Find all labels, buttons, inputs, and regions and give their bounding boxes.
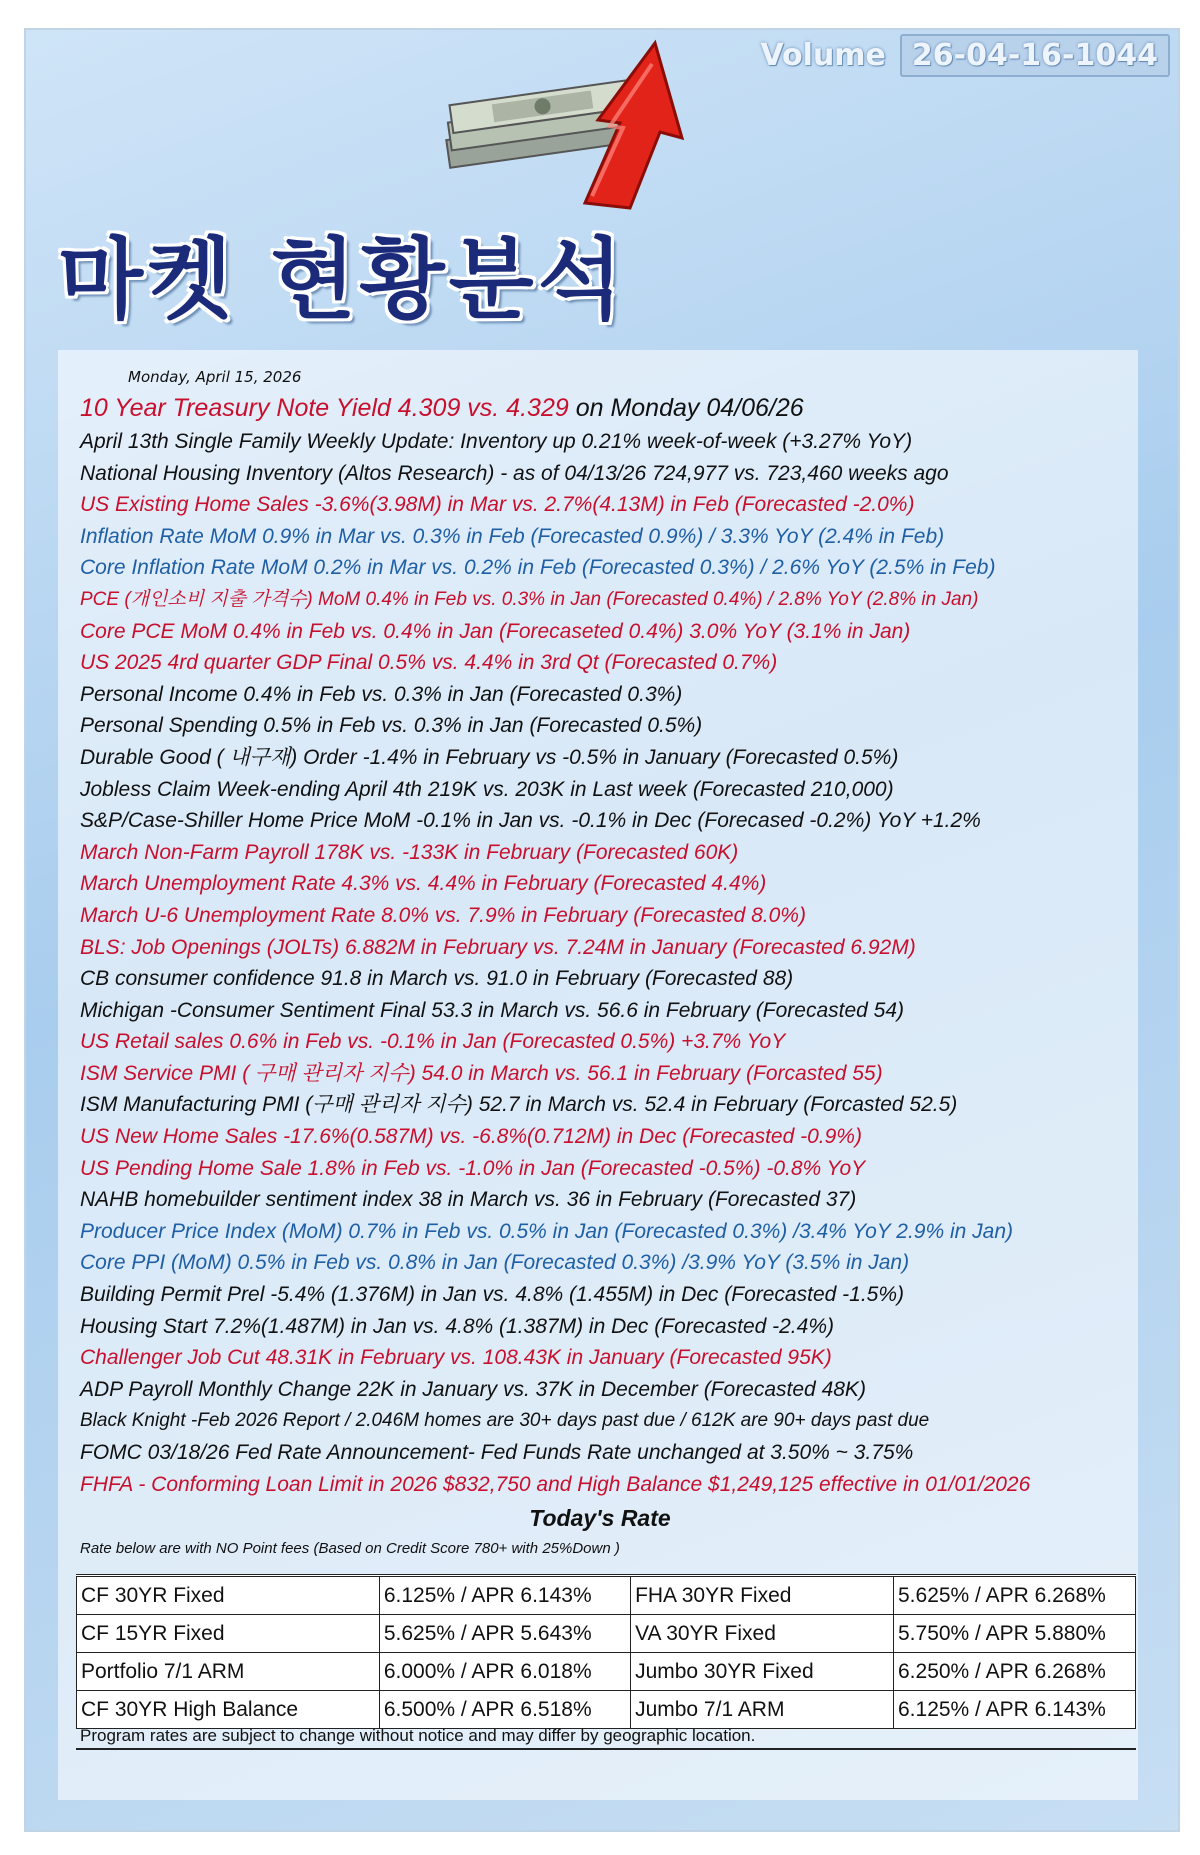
- indicator-text: FHFA - Conforming Loan Limit in 2026 $832,750 and High Balance $1,249,125 effective in 01/01/2026: [80, 1472, 1031, 1496]
- indicator-line: [80, 1026, 1160, 1058]
- rate-row: [77, 1653, 1136, 1691]
- indicator-line: [80, 647, 1160, 679]
- indicator-text: US 2025 4rd quarter GDP Final 0.5% vs. 4.4% in 3rd Qt (Forecasted 0.7%): [80, 651, 778, 675]
- indicator-line: [80, 679, 1160, 711]
- indicator-line: [80, 837, 1160, 869]
- indicator-line: [80, 1121, 1160, 1153]
- indicator-text: National Housing Inventory (Altos Research) - as of 04/13/26 724,977 vs. 723,460 weeks ago: [80, 461, 949, 485]
- indicator-line: [80, 1153, 1160, 1185]
- rate-value: 6.000% / APR 6.018%: [379, 1653, 630, 1691]
- indicator-text: S&P/Case-Shiller Home Price MoM -0.1% in Jan vs. -0.1% in Dec (Forecased -0.2%) YoY +1.2%: [80, 809, 981, 833]
- rate-row: [77, 1691, 1136, 1729]
- rate-row: [77, 1615, 1136, 1653]
- indicator-tail: on Monday 04/06/26: [568, 394, 804, 422]
- indicator-line: [80, 963, 1160, 995]
- indicator-line: [80, 1058, 1160, 1090]
- program-name: Portfolio 7/1 ARM: [77, 1653, 380, 1691]
- indicator-line: [80, 1437, 1160, 1469]
- program-name: CF 30YR Fixed: [77, 1576, 380, 1615]
- rate-value: 6.250% / APR 6.268%: [894, 1653, 1136, 1691]
- rate-row: [77, 1576, 1136, 1615]
- indicator-text: ISM Manufacturing PMI (구매 관리자 지수) 52.7 in March vs. 52.4 in February (Forcasted 52.5): [80, 1093, 958, 1117]
- rate-value: 5.750% / APR 5.880%: [894, 1615, 1136, 1653]
- indicator-text: April 13th Single Family Weekly Update: Inventory up 0.21% week-of-week (+3.27% YoY): [80, 430, 913, 453]
- indicator-line: [80, 584, 1160, 616]
- indicator-line: [80, 1374, 1160, 1406]
- indicator-line: [80, 868, 1160, 900]
- indicator-line: [80, 805, 1160, 837]
- money-stack-with-up-arrow-icon: [420, 28, 720, 228]
- indicator-text: March U-6 Unemployment Rate 8.0% vs. 7.9% in February (Forecasted 8.0%): [80, 903, 806, 927]
- indicator-text: Core PCE MoM 0.4% in Feb vs. 0.4% in Jan (Forecaseted 0.4%) 3.0% YoY (3.1% in Jan): [80, 619, 911, 643]
- indicator-text: Black Knight -Feb 2026 Report / 2.046M homes are 30+ days past due / 612K are 90+ days past due: [80, 1410, 930, 1432]
- indicator-text: Housing Start 7.2%(1.487M) in Jan vs. 4.8% (1.387M) in Dec (Forecasted -2.4%): [80, 1314, 834, 1338]
- indicator-line: [80, 390, 1160, 426]
- indicator-text: 10 Year Treasury Note Yield 4.309 vs. 4.329: [80, 394, 569, 422]
- program-name: CF 30YR High Balance: [77, 1691, 380, 1729]
- indicator-line: [80, 742, 1160, 774]
- bottom-rule: [76, 1748, 1136, 1750]
- rates-disclaimer: Program rates are subject to change without notice and may differ by geographic location.: [80, 1726, 756, 1745]
- indicator-text: Michigan -Consumer Sentiment Final 53.3 in March vs. 56.6 in February (Forecasted 54): [80, 998, 905, 1022]
- indicator-line: [80, 489, 1160, 521]
- indicator-line: [80, 1342, 1160, 1374]
- indicator-text: Personal Spending 0.5% in Feb vs. 0.3% in Jan (Forecasted 0.5%): [80, 714, 703, 738]
- indicator-line: [80, 552, 1160, 584]
- indicator-text: NAHB homebuilder sentiment index 38 in March vs. 36 in February (Forecasted 37): [80, 1188, 857, 1212]
- indicator-text: US New Home Sales -17.6%(0.587M) vs. -6.8%(0.712M) in Dec (Forecasted -0.9%): [80, 1125, 862, 1149]
- indicator-text: Challenger Job Cut 48.31K in February vs. 108.43K in January (Forecasted 95K): [80, 1346, 832, 1370]
- indicator-line: [80, 1247, 1160, 1279]
- indicator-line: [80, 616, 1160, 648]
- indicator-text: BLS: Job Openings (JOLTs) 6.882M in February vs. 7.24M in January (Forecasted 6.92M): [80, 935, 916, 959]
- indicator-line: [80, 1216, 1160, 1248]
- indicator-line: [80, 1089, 1160, 1121]
- indicator-line: [80, 426, 1160, 458]
- indicator-text: Core Inflation Rate MoM 0.2% in Mar vs. 0.2% in Feb (Forecasted 0.3%) / 2.6% YoY (2.5% in Feb): [80, 556, 996, 580]
- page-title: 마켓 현황분석: [58, 228, 627, 331]
- indicator-text: Personal Income 0.4% in Feb vs. 0.3% in Jan (Forecasted 0.3%): [80, 682, 683, 706]
- indicator-text: Producer Price Index (MoM) 0.7% in Feb vs. 0.5% in Jan (Forecasted 0.3%) /3.4% YoY 2.9% in Jan): [80, 1219, 1014, 1243]
- rate-value: 6.125% / APR 6.143%: [894, 1691, 1136, 1729]
- indicator-line: [80, 458, 1160, 490]
- rate-value: 6.125% / APR 6.143%: [379, 1576, 630, 1615]
- indicator-line: [80, 774, 1160, 806]
- indicator-line: [80, 1405, 1160, 1437]
- report-date: Monday, April 15, 2026: [128, 368, 302, 386]
- indicator-line: [80, 1184, 1160, 1216]
- indicator-text: US Retail sales 0.6% in Feb vs. -0.1% in Jan (Forecasted 0.5%) +3.7% YoY: [80, 1030, 786, 1054]
- volume-label: Volume: [760, 37, 886, 73]
- program-name: FHA 30YR Fixed: [631, 1576, 894, 1615]
- indicator-text: Jobless Claim Week-ending April 4th 219K vs. 203K in Last week (Forecasted 210,000): [80, 777, 894, 801]
- program-name: CF 15YR Fixed: [77, 1615, 380, 1653]
- indicator-text: US Pending Home Sale 1.8% in Feb vs. -1.0% in Jan (Forecasted -0.5%) -0.8% YoY: [80, 1156, 866, 1180]
- rate-value: 5.625% / APR 6.268%: [894, 1576, 1136, 1615]
- volume-badge: [760, 30, 1170, 80]
- indicator-line: [80, 995, 1160, 1027]
- indicator-text: CB consumer confidence 91.8 in March vs. 91.0 in February (Forecasted 88): [80, 967, 794, 991]
- program-name: Jumbo 7/1 ARM: [631, 1691, 894, 1729]
- indicator-text: US Existing Home Sales -3.6%(3.98M) in Mar vs. 2.7%(4.13M) in Feb (Forecasted -2.0%): [80, 493, 915, 517]
- indicator-line: [80, 1469, 1160, 1501]
- indicator-text: FOMC 03/18/26 Fed Rate Announcement- Fed Funds Rate unchanged at 3.50% ~ 3.75%: [80, 1441, 914, 1464]
- indicator-text: Inflation Rate MoM 0.9% in Mar vs. 0.3% in Feb (Forecasted 0.9%) / 3.3% YoY (2.4% in Feb): [80, 524, 945, 548]
- indicator-line: [80, 1279, 1160, 1311]
- market-indicator-list: [80, 390, 1160, 1500]
- indicator-line: [80, 710, 1160, 742]
- rate-value: 5.625% / APR 5.643%: [379, 1615, 630, 1653]
- volume-id: 26-04-16-1044: [900, 34, 1170, 77]
- program-name: Jumbo 30YR Fixed: [631, 1653, 894, 1691]
- indicator-text: ISM Service PMI ( 구매 관리자 지수) 54.0 in March vs. 56.1 in February (Forcasted 55): [80, 1061, 883, 1085]
- indicator-line: [80, 521, 1160, 553]
- indicator-line: [80, 1311, 1160, 1343]
- rate-value: 6.500% / APR 6.518%: [379, 1691, 630, 1729]
- program-name: VA 30YR Fixed: [631, 1615, 894, 1653]
- indicator-text: ADP Payroll Monthly Change 22K in January vs. 37K in December (Forecasted 48K): [80, 1377, 866, 1401]
- indicator-line: [80, 900, 1160, 932]
- indicator-text: Building Permit Prel -5.4% (1.376M) in Jan vs. 4.8% (1.455M) in Dec (Forecasted -1.5%): [80, 1283, 904, 1307]
- indicator-text: PCE (개인소비 지출 가격수) MoM 0.4% in Feb vs. 0.3% in Jan (Forecasted 0.4%) / 2.8% YoY (2.8% in Jan): [80, 588, 979, 610]
- indicator-text: Core PPI (MoM) 0.5% in Feb vs. 0.8% in Jan (Forecasted 0.3%) /3.9% YoY (3.5% in Jan): [80, 1251, 910, 1275]
- rates-note: Rate below are with NO Point fees (Based on Credit Score 780+ with 25%Down ): [80, 1540, 620, 1557]
- indicator-text: March Non-Farm Payroll 178K vs. -133K in February (Forecasted 60K): [80, 840, 739, 864]
- indicator-text: Durable Good ( 내구재) Order -1.4% in February vs -0.5% in January (Forecasted 0.5%): [80, 745, 899, 769]
- rates-title: Today's Rate: [529, 1505, 671, 1531]
- indicator-text: March Unemployment Rate 4.3% vs. 4.4% in February (Forecasted 4.4%): [80, 872, 767, 896]
- indicator-line: [80, 932, 1160, 964]
- rates-table: [76, 1574, 1136, 1729]
